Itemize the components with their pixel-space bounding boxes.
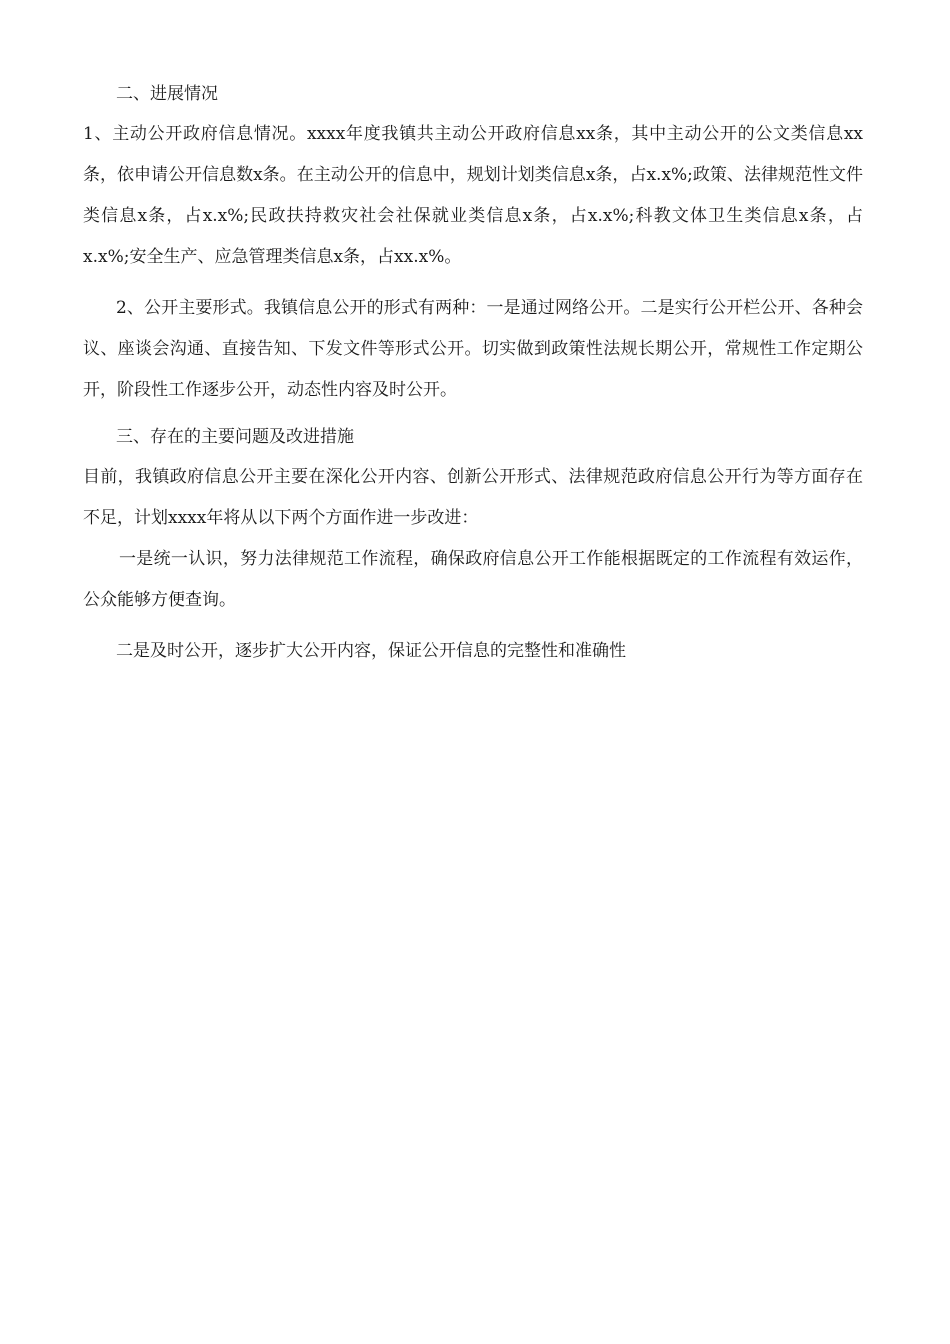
document-body [83, 78, 863, 672]
spacer [83, 411, 863, 421]
paragraph-problems: 目前，我镇政府信息公开主要在深化公开内容、创新公开形式、法律规范政府信息公开行为等方面存在不足，计划xxxx年将从以下两个方面作进一步改进： [83, 467, 863, 528]
spacer [83, 278, 863, 288]
paragraph-disclosure-stats: 1、主动公开政府信息情况。xxxx年度我镇共主动公开政府信息xx条，其中主动公开的公文类信息xx条，依申请公开信息数x条。在主动公开的信息中，规划计划类信息x条，占x.x%;政策、法律规范性文件类信息x条，占x.x%;民政扶持救灾社会社保就业类信息x条，占x.x%;科教文体卫生类信息x条，占x.x%;安全生产、应急管理类信息x条，占xx.x%。 [83, 124, 863, 267]
section3-heading: 三、存在的主要问题及改进措施 [116, 427, 354, 447]
paragraph-disclosure-forms: 2、公开主要形式。我镇信息公开的形式有两种：一是通过网络公开。二是实行公开栏公开、各种会议、座谈会沟通、直接告知、下发文件等形式公开。切实做到政策性法规长期公开，常规性工作定期公开，阶段性工作逐步公开，动态性内容及时公开。 [83, 298, 863, 400]
spacer [83, 621, 863, 631]
paragraph-measure-two: 二是及时公开，逐步扩大公开内容，保证公开信息的完整性和准确性 [116, 641, 626, 661]
section2-heading: 二、进展情况 [116, 84, 218, 104]
paragraph-measure-one: 一是统一认识，努力法律规范工作流程，确保政府信息公开工作能根据既定的工作流程有效运作，公众能够方便查询。 [83, 549, 863, 610]
